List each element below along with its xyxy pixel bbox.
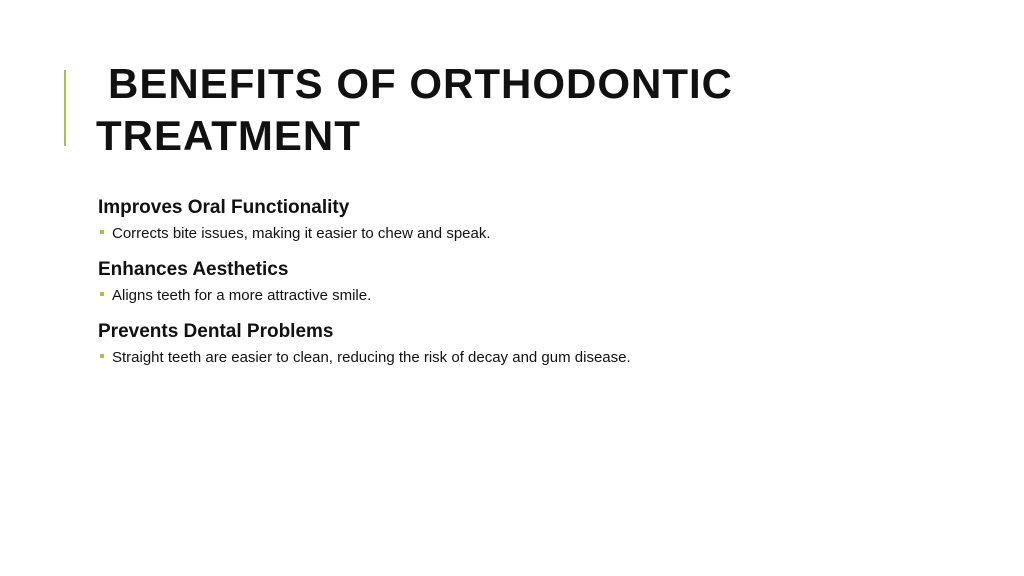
slide-title — [96, 58, 733, 162]
benefit-heading: Prevents Dental Problems — [98, 321, 334, 342]
title-accent-bar — [64, 70, 66, 146]
bullet-square-icon — [100, 354, 104, 358]
benefit-bullet-text: Aligns teeth for a more attractive smile. — [112, 287, 372, 304]
benefit-bullet — [100, 348, 978, 368]
benefit-bullet-text: Corrects bite issues, making it easier to chew and speak. — [112, 225, 491, 242]
slide-title-line-2: TREATMENT — [96, 112, 361, 159]
benefit-bullet — [100, 286, 978, 306]
benefit-section — [98, 320, 978, 368]
benefit-bullet-text: Straight teeth are easier to clean, reducing the risk of decay and gum disease. — [112, 349, 631, 366]
benefit-section — [98, 258, 978, 306]
benefit-heading: Enhances Aesthetics — [98, 259, 289, 280]
slide-content — [98, 196, 978, 382]
slide-title-line-1: BENEFITS OF ORTHODONTIC — [108, 60, 733, 107]
benefit-section — [98, 196, 978, 244]
bullet-square-icon — [100, 230, 104, 234]
benefit-bullet — [100, 224, 978, 244]
bullet-square-icon — [100, 292, 104, 296]
benefit-heading: Improves Oral Functionality — [98, 197, 350, 218]
